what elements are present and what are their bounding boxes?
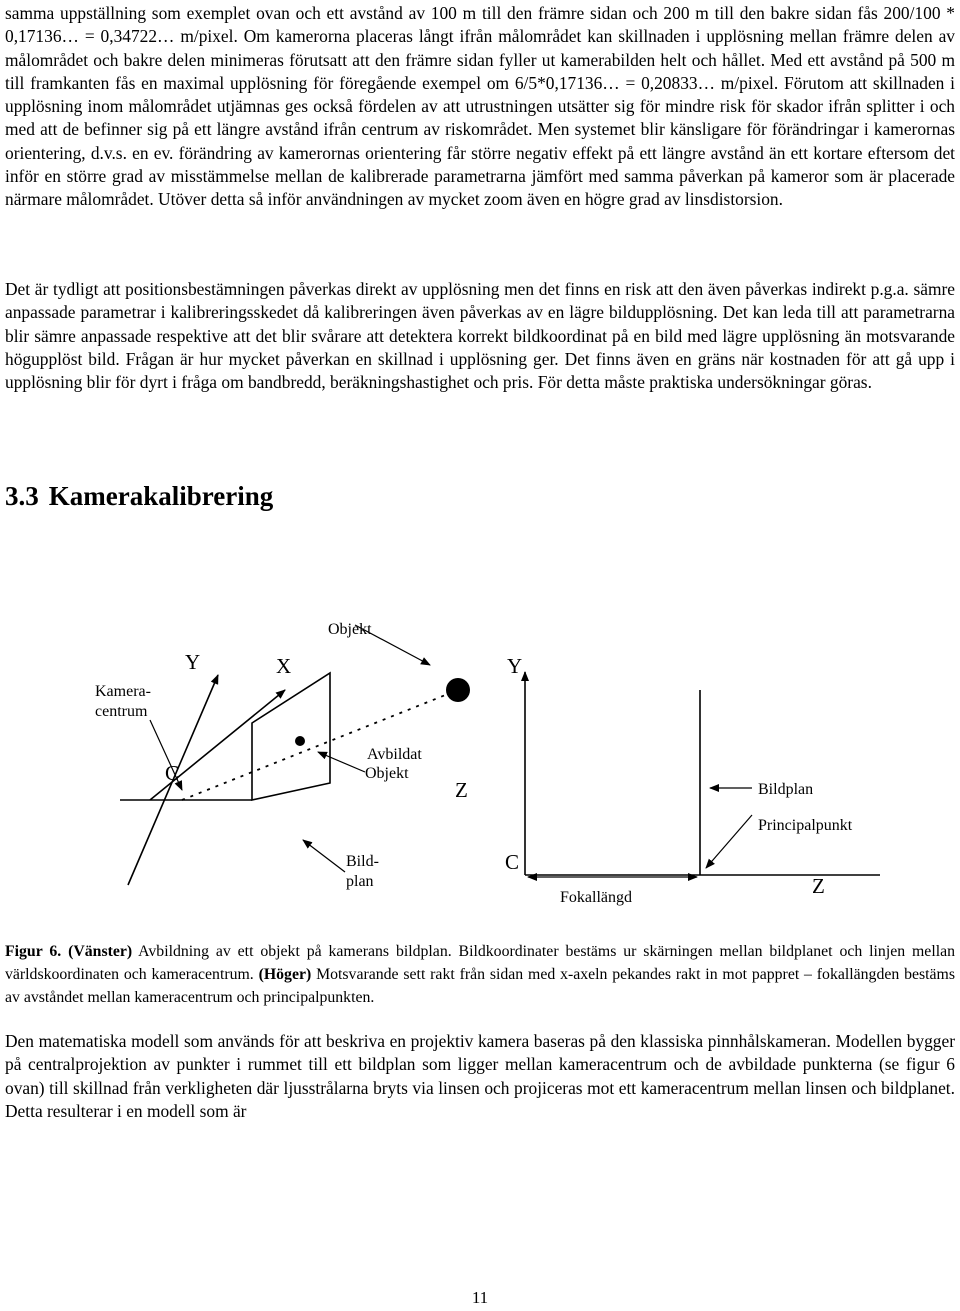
- imaged-object-dot: [295, 736, 305, 746]
- label-right-c: C: [505, 850, 520, 874]
- section-heading: [5, 481, 273, 512]
- object-dot: [446, 678, 470, 702]
- bildplan-pointer: [303, 840, 345, 872]
- label-avbildat-1: Avbildat: [367, 746, 422, 763]
- caption-left-label: (Vänster): [68, 943, 133, 960]
- left-diagram: [95, 621, 470, 890]
- section-number: 3.3: [5, 481, 39, 511]
- label-principalpunkt: Principalpunkt: [758, 817, 853, 834]
- label-right-y: Y: [507, 654, 523, 678]
- section-title: Kamerakalibrering: [48, 481, 274, 511]
- label-left-y: Y: [185, 650, 201, 674]
- camera-figure: [0, 600, 960, 920]
- label-right-z: Z: [812, 874, 825, 898]
- label-left-x: X: [276, 654, 292, 678]
- principalpunkt-pointer: [706, 815, 752, 868]
- label-left-z: Z: [455, 778, 468, 802]
- right-diagram: [505, 654, 880, 906]
- paragraph-3: Den matematiska modell som används för att beskriva en projektiv kamera baseras på den klassiska pinnhålskameran. Modellen bygger på centralprojektion av punkter i rummet till ett bildplan som ligger mellan kameracentrum och de avbildade punkterna (se figur 6 ovan) till skillnad från verkligheten där ljusstrålarna bryts via linsen och projiceras mot ett kameracentrum mellan linsen och bildplanet. Detta resulterar i en modell som är: [5, 1031, 955, 1121]
- caption-right-text: Motsvarande sett rakt från sidan med x-axeln pekandes rakt in mot pappret – fokallängden bestäms av avståndet mellan kameracentrum och principalpunkten.: [5, 966, 955, 1006]
- caption-left-text: Avbildning av ett objekt på kamerans bildplan. Bildkoordinater bestäms ur skärningen mellan bildplanet och linjen mellan världskoordinaten och kameracentrum.: [5, 943, 956, 983]
- image-plane: [252, 673, 330, 800]
- label-bildplan-right: Bildplan: [758, 781, 814, 798]
- label-bildplan-2: plan: [346, 873, 374, 890]
- page-number: 11: [471, 1288, 489, 1307]
- label-kameracentrum-2: centrum: [95, 703, 148, 720]
- label-kameracentrum-1: Kamera-: [95, 683, 151, 700]
- label-fokallangd: Fokallängd: [560, 889, 632, 906]
- label-avbildat-2: Objekt: [365, 765, 409, 782]
- label-objekt: Objekt: [328, 621, 372, 638]
- caption-figure-label: Figur 6.: [5, 943, 62, 960]
- label-bildplan-1: Bild-: [346, 853, 379, 870]
- avbildat-pointer: [318, 752, 365, 772]
- projection-ray: [182, 690, 458, 800]
- caption-right-label: (Höger): [258, 966, 312, 983]
- paragraph-2: Det är tydligt att positionsbestämningen påverkas direkt av upplösning men det finns en risk att den även påverkas indirekt p.g.a. sämre anpassade parametrar i kalibreringsskedet då kalibreringen även påverkas av en lägre bildupplösning. Det kan leda till att parametrarna blir sämre anpassade respektive att det blir svårare att detektera korrekt bildkoordinat på en bild med lägre upplösning än motsvarande högupplöst bild. Frågan är hur mycket påverkan en skillnad i upplösning ger. Det finns även en gräns när kostnaden för att gå upp i upplösning blir för dyrt i fråga om bandbredd, beräkningshastighet och pris. För detta måste praktiska undersökningar göras.: [5, 279, 955, 393]
- figure-caption: [5, 940, 955, 1009]
- label-left-c: C: [165, 761, 180, 785]
- paragraph-1: samma uppställning som exemplet ovan och ett avstånd av 100 m till den främre sidan och 200 m till den bakre sidan fås 200/100 * 0,17136… = 0,34722… m/pixel. Om kamerorna placeras långt ifrån målområdet kan skillnaden i upplösning mellan främre delen av målområdet och bakre delen minimeras förutsatt att den främre sidan fyller ut kamerabilden helt och hållet. Med ett avstånd på 500 m till framkanten fås en maximal upplösning för föregående exempel om 6/5*0,17136… = 0,20833… m/pixel. Förutom att skillnaden i upplösning inom målområdet utjämnas ges också fördelen av att utrustningen utsätter sig för mindre risk för skador ifrån splitter i och med att de befinner sig på ett längre avstånd ifrån centrum av riskområdet. Men systemet blir känsligare för förändringar i kamerornas orientering, d.v.s. en ev. förändring av kamerornas orientering får större negativ effekt på ett längre avstånd än ett kortare eftersom det inför en större grad av misstämmelse mellan de kalibrerade parametrarna jämfört med samma påverkan på kameror som är placerade närmare målområdet. Utöver detta så inför användningen av mycket zoom även en högre grad av linsdistorsion.: [5, 3, 955, 210]
